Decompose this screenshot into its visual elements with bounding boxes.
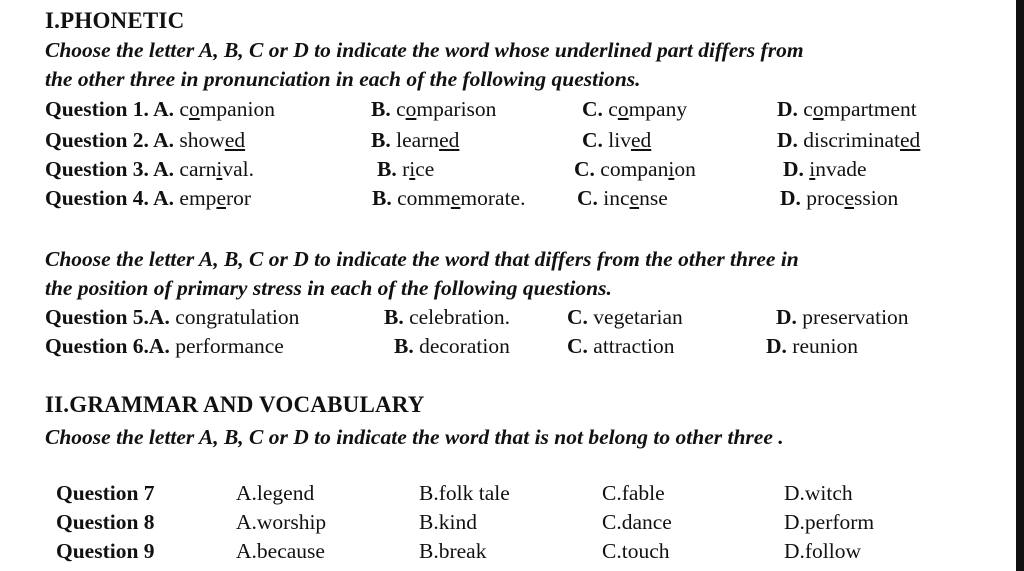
right-edge-border — [1016, 0, 1024, 571]
instruction-pronunciation-line2: the other three in pronunciation in each of the following questions. — [45, 67, 641, 91]
question-3-option-d: D. invade — [783, 157, 867, 181]
question-1-option-d: D. compartment — [777, 97, 917, 121]
question-3-option-c: C. companion — [574, 157, 696, 181]
question-3-option-b: B. rice — [377, 157, 435, 181]
question-6-option-b: B. decoration — [394, 334, 510, 358]
question-4-option-b: B. commemorate. — [372, 186, 526, 210]
question-5-option-b: B. celebration. — [384, 305, 510, 329]
question-2-option-b: B. learned — [371, 128, 460, 152]
question-2-option-c: C. lived — [582, 128, 652, 152]
question-9-option-b: B.break — [419, 539, 487, 563]
question-5-option-d: D. preservation — [776, 305, 909, 329]
question-7-option-b: B.folk tale — [419, 481, 510, 505]
question-7-option-a: A.legend — [236, 481, 315, 505]
question-7-label: Question 7 — [56, 481, 155, 505]
section-title-grammar-vocabulary: II.GRAMMAR AND VOCABULARY — [45, 392, 425, 417]
question-9-option-d: D.follow — [784, 539, 862, 563]
question-7-option-c: C.fable — [602, 481, 665, 505]
question-9-option-c: C.touch — [602, 539, 670, 563]
question-1-option-b: B. comparison — [371, 97, 497, 121]
instruction-stress-line1: Choose the letter A, B, C or D to indicate the word that differs from the other three in — [45, 247, 799, 271]
question-9-option-a: A.because — [236, 539, 325, 563]
question-2-option-d: D. discriminated — [777, 128, 921, 152]
question-4-option-a: Question 4. A. emperor — [45, 186, 252, 210]
question-5-option-a: Question 5.A. congratulation — [45, 305, 300, 329]
question-1-option-c: C. company — [582, 97, 688, 121]
question-7-option-d: D.witch — [784, 481, 853, 505]
question-9-label: Question 9 — [56, 539, 155, 563]
question-8-option-a: A.worship — [236, 510, 327, 534]
instruction-stress-line2: the position of primary stress in each of the following questions. — [45, 276, 612, 300]
question-8-option-b: B.kind — [419, 510, 477, 534]
section-title-phonetic: I.PHONETIC — [45, 8, 185, 33]
question-6-option-a: Question 6.A. performance — [45, 334, 284, 358]
question-2-option-a: Question 2. A. showed — [45, 128, 246, 152]
question-1-option-a: Question 1. A. companion — [45, 97, 275, 121]
question-5-option-c: C. vegetarian — [567, 305, 683, 329]
instruction-pronunciation-line1: Choose the letter A, B, C or D to indicate the word whose underlined part differs from — [45, 38, 804, 62]
question-4-option-c: C. incense — [577, 186, 668, 210]
question-8-label: Question 8 — [56, 510, 155, 534]
question-6-option-d: D. reunion — [766, 334, 858, 358]
question-3-option-a: Question 3. A. carnival. — [45, 157, 255, 181]
instruction-vocabulary: Choose the letter A, B, C or D to indicate the word that is not belong to other three . — [45, 425, 784, 449]
question-6-option-c: C. attraction — [567, 334, 675, 358]
question-8-option-c: C.dance — [602, 510, 672, 534]
question-8-option-d: D.perform — [784, 510, 875, 534]
question-4-option-d: D. procession — [780, 186, 899, 210]
